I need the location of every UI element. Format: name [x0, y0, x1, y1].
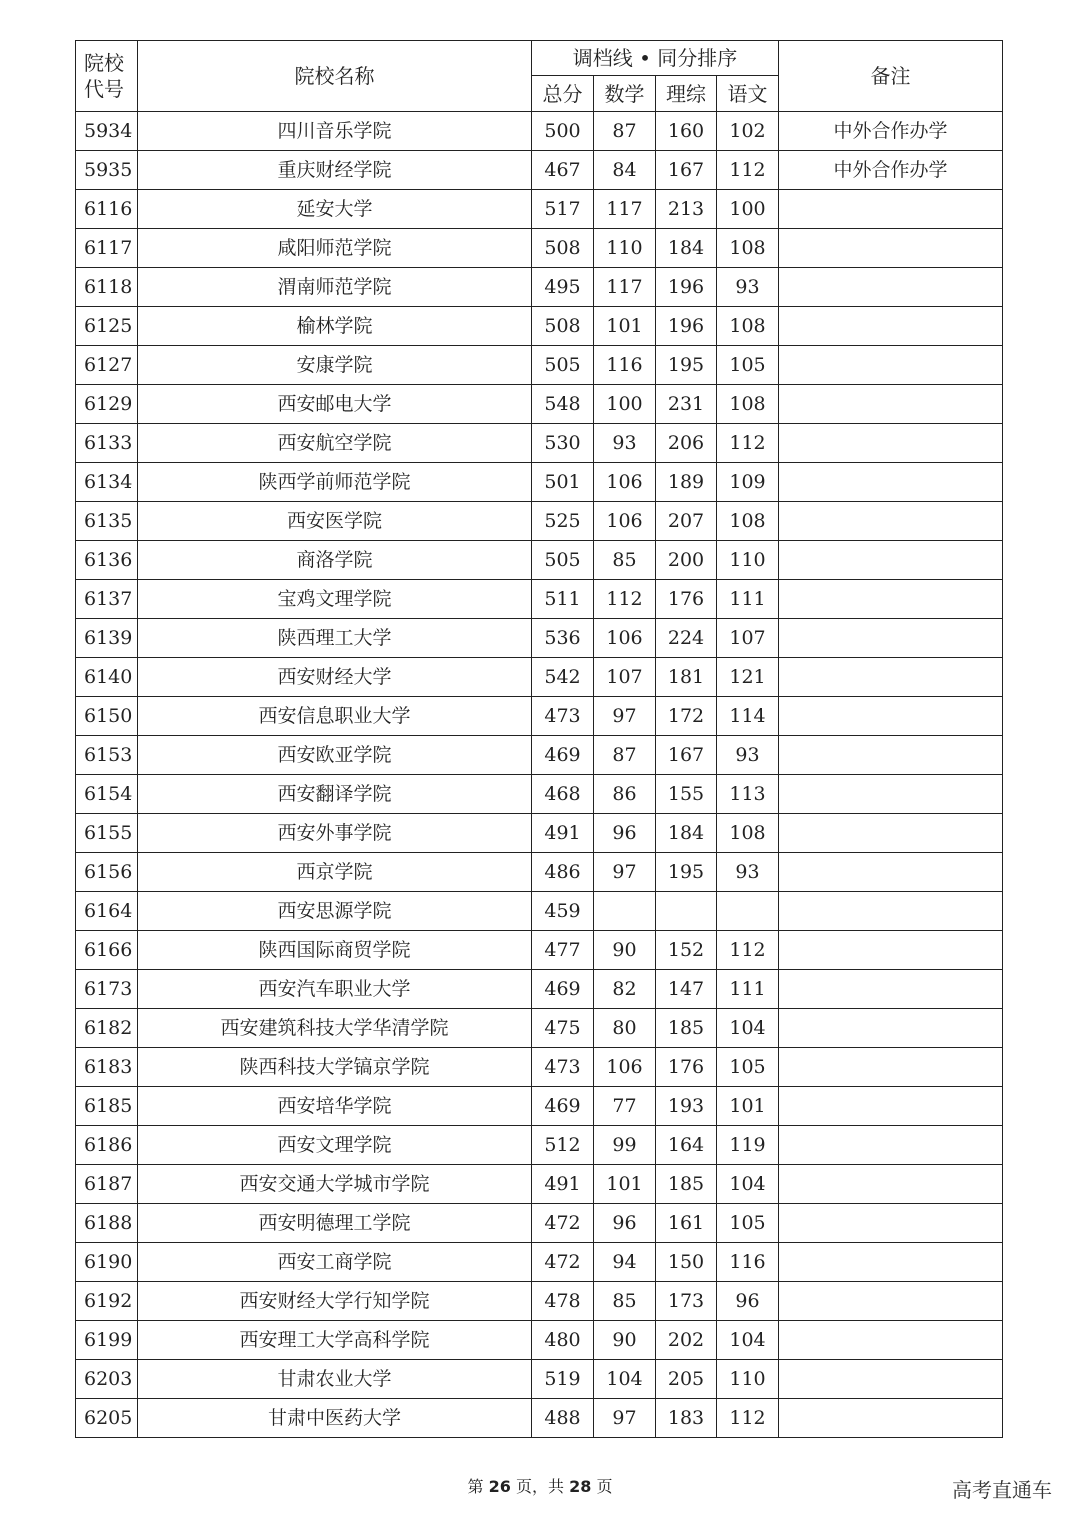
- cell-science: 172: [656, 697, 717, 736]
- cell-chinese: 114: [717, 697, 779, 736]
- cell-chinese: 112: [717, 1399, 779, 1438]
- cell-chinese: 108: [717, 385, 779, 424]
- cell-note: [779, 424, 1003, 463]
- cell-math: 96: [594, 1204, 656, 1243]
- cell-name: 西安财经大学: [138, 658, 532, 697]
- cell-science: [656, 892, 717, 931]
- table-row: [76, 736, 1003, 775]
- cell-name: 西安邮电大学: [138, 385, 532, 424]
- cell-chinese: 105: [717, 1048, 779, 1087]
- cell-name: 西安工商学院: [138, 1243, 532, 1282]
- page-footer: [0, 1474, 1080, 1497]
- cell-math: 96: [594, 814, 656, 853]
- cell-science: 184: [656, 814, 717, 853]
- cell-chinese: 112: [717, 151, 779, 190]
- cell-total: 488: [532, 1399, 594, 1438]
- cell-total: 508: [532, 229, 594, 268]
- cell-chinese: [717, 892, 779, 931]
- cell-code: 6137: [76, 580, 138, 619]
- table-row: [76, 1126, 1003, 1165]
- cell-total: 548: [532, 385, 594, 424]
- cell-chinese: 101: [717, 1087, 779, 1126]
- cell-math: 97: [594, 697, 656, 736]
- cell-name: 西安外事学院: [138, 814, 532, 853]
- cell-code: 6188: [76, 1204, 138, 1243]
- cell-code: 6140: [76, 658, 138, 697]
- cell-total: 505: [532, 346, 594, 385]
- cell-note: [779, 1399, 1003, 1438]
- cell-total: 459: [532, 892, 594, 931]
- cell-chinese: 107: [717, 619, 779, 658]
- cell-note: [779, 658, 1003, 697]
- cell-total: 475: [532, 1009, 594, 1048]
- cell-math: [594, 892, 656, 931]
- footer-prefix: 第: [467, 1477, 489, 1496]
- cell-science: 176: [656, 580, 717, 619]
- cell-science: 202: [656, 1321, 717, 1360]
- cell-note: [779, 1048, 1003, 1087]
- cell-name: 西安财经大学行知学院: [138, 1282, 532, 1321]
- cell-total: 495: [532, 268, 594, 307]
- cell-chinese: 108: [717, 814, 779, 853]
- table-row: [76, 424, 1003, 463]
- cell-note: [779, 1243, 1003, 1282]
- cell-math: 97: [594, 853, 656, 892]
- cell-science: 196: [656, 268, 717, 307]
- table-row: [76, 853, 1003, 892]
- table-row: [76, 307, 1003, 346]
- cell-name: 西安交通大学城市学院: [138, 1165, 532, 1204]
- table-row: [76, 892, 1003, 931]
- cell-chinese: 116: [717, 1243, 779, 1282]
- table-row: [76, 541, 1003, 580]
- cell-total: 486: [532, 853, 594, 892]
- cell-note: [779, 736, 1003, 775]
- cell-note: [779, 1282, 1003, 1321]
- cell-chinese: 104: [717, 1009, 779, 1048]
- cell-science: 160: [656, 112, 717, 151]
- table-row: [76, 1204, 1003, 1243]
- cell-name: 陕西国际商贸学院: [138, 931, 532, 970]
- cell-math: 116: [594, 346, 656, 385]
- cell-code: 6173: [76, 970, 138, 1009]
- cell-math: 106: [594, 502, 656, 541]
- cell-science: 176: [656, 1048, 717, 1087]
- cell-math: 90: [594, 1321, 656, 1360]
- table-row: [76, 814, 1003, 853]
- cell-code: 6118: [76, 268, 138, 307]
- cell-science: 185: [656, 1009, 717, 1048]
- cell-name: 陕西理工大学: [138, 619, 532, 658]
- cell-chinese: 93: [717, 853, 779, 892]
- cell-chinese: 110: [717, 1360, 779, 1399]
- cell-chinese: 112: [717, 424, 779, 463]
- cell-name: 西安理工大学高科学院: [138, 1321, 532, 1360]
- cell-math: 93: [594, 424, 656, 463]
- cell-code: 6150: [76, 697, 138, 736]
- cell-code: 6192: [76, 1282, 138, 1321]
- cell-total: 467: [532, 151, 594, 190]
- cell-code: 6153: [76, 736, 138, 775]
- cell-note: [779, 892, 1003, 931]
- cell-science: 150: [656, 1243, 717, 1282]
- cell-chinese: 104: [717, 1321, 779, 1360]
- cell-total: 468: [532, 775, 594, 814]
- cell-note: [779, 814, 1003, 853]
- cell-chinese: 108: [717, 502, 779, 541]
- header-code: 院校代号: [76, 41, 138, 112]
- cell-total: 542: [532, 658, 594, 697]
- cell-code: 6199: [76, 1321, 138, 1360]
- cell-note: [779, 502, 1003, 541]
- cell-total: 469: [532, 736, 594, 775]
- cell-name: 咸阳师范学院: [138, 229, 532, 268]
- cell-name: 西安信息职业大学: [138, 697, 532, 736]
- cell-math: 106: [594, 1048, 656, 1087]
- cell-code: 6183: [76, 1048, 138, 1087]
- cell-name: 陕西学前师范学院: [138, 463, 532, 502]
- cell-note: [779, 541, 1003, 580]
- cell-code: 6185: [76, 1087, 138, 1126]
- cell-code: 6186: [76, 1126, 138, 1165]
- cell-science: 206: [656, 424, 717, 463]
- page-total: 28: [569, 1477, 592, 1496]
- cell-name: 西安明德理工学院: [138, 1204, 532, 1243]
- cell-note: [779, 775, 1003, 814]
- cell-name: 西安医学院: [138, 502, 532, 541]
- cell-math: 80: [594, 1009, 656, 1048]
- cell-total: 508: [532, 307, 594, 346]
- cell-math: 77: [594, 1087, 656, 1126]
- table-row: [76, 1321, 1003, 1360]
- cell-total: 469: [532, 1087, 594, 1126]
- cell-name: 安康学院: [138, 346, 532, 385]
- cell-name: 西安航空学院: [138, 424, 532, 463]
- table-row: [76, 190, 1003, 229]
- header-name: 院校名称: [138, 41, 532, 112]
- cell-name: 西安思源学院: [138, 892, 532, 931]
- cell-chinese: 111: [717, 580, 779, 619]
- table-row: [76, 463, 1003, 502]
- cell-chinese: 108: [717, 229, 779, 268]
- cell-name: 西安文理学院: [138, 1126, 532, 1165]
- cell-total: 536: [532, 619, 594, 658]
- cell-note: [779, 190, 1003, 229]
- cell-name: 商洛学院: [138, 541, 532, 580]
- cell-total: 517: [532, 190, 594, 229]
- cell-code: 6134: [76, 463, 138, 502]
- cell-code: 6205: [76, 1399, 138, 1438]
- cell-code: 6136: [76, 541, 138, 580]
- cell-math: 82: [594, 970, 656, 1009]
- table-row: [76, 1399, 1003, 1438]
- cell-chinese: 112: [717, 931, 779, 970]
- cell-math: 84: [594, 151, 656, 190]
- cell-math: 104: [594, 1360, 656, 1399]
- cell-chinese: 100: [717, 190, 779, 229]
- cell-chinese: 104: [717, 1165, 779, 1204]
- cell-note: [779, 931, 1003, 970]
- cell-total: 500: [532, 112, 594, 151]
- table-row: [76, 697, 1003, 736]
- cell-chinese: 121: [717, 658, 779, 697]
- table-row: [76, 268, 1003, 307]
- cell-code: 6187: [76, 1165, 138, 1204]
- table-row: [76, 580, 1003, 619]
- cell-name: 西安培华学院: [138, 1087, 532, 1126]
- cell-science: 193: [656, 1087, 717, 1126]
- cell-chinese: 105: [717, 346, 779, 385]
- cell-note: 中外合作办学: [779, 112, 1003, 151]
- cell-science: 189: [656, 463, 717, 502]
- cell-code: 6129: [76, 385, 138, 424]
- header-note: 备注: [779, 41, 1003, 112]
- table-row: [76, 1009, 1003, 1048]
- cell-math: 117: [594, 190, 656, 229]
- cell-note: [779, 853, 1003, 892]
- cell-science: 181: [656, 658, 717, 697]
- table-row: [76, 619, 1003, 658]
- cell-science: 205: [656, 1360, 717, 1399]
- table-row: [76, 1282, 1003, 1321]
- cell-name: 甘肃中医药大学: [138, 1399, 532, 1438]
- cell-code: 6116: [76, 190, 138, 229]
- cell-science: 195: [656, 853, 717, 892]
- cell-total: 469: [532, 970, 594, 1009]
- cell-science: 183: [656, 1399, 717, 1438]
- header-total: 总分: [532, 76, 594, 112]
- cell-science: 185: [656, 1165, 717, 1204]
- cell-total: 512: [532, 1126, 594, 1165]
- cell-note: [779, 229, 1003, 268]
- cell-science: 167: [656, 151, 717, 190]
- cell-name: 甘肃农业大学: [138, 1360, 532, 1399]
- cell-code: 6117: [76, 229, 138, 268]
- cell-chinese: 96: [717, 1282, 779, 1321]
- cell-name: 西京学院: [138, 853, 532, 892]
- cell-total: 472: [532, 1243, 594, 1282]
- cell-total: 491: [532, 814, 594, 853]
- table-row: [76, 1048, 1003, 1087]
- table-row: [76, 112, 1003, 151]
- cell-science: 231: [656, 385, 717, 424]
- cell-code: 6125: [76, 307, 138, 346]
- cell-note: [779, 619, 1003, 658]
- cell-science: 155: [656, 775, 717, 814]
- cell-math: 90: [594, 931, 656, 970]
- cell-math: 87: [594, 112, 656, 151]
- cell-name: 陕西科技大学镐京学院: [138, 1048, 532, 1087]
- cell-note: [779, 307, 1003, 346]
- header-chinese: 语文: [717, 76, 779, 112]
- cell-chinese: 102: [717, 112, 779, 151]
- cell-code: 6164: [76, 892, 138, 931]
- cell-math: 101: [594, 1165, 656, 1204]
- cell-science: 224: [656, 619, 717, 658]
- cell-note: [779, 346, 1003, 385]
- cell-note: [779, 580, 1003, 619]
- cell-science: 196: [656, 307, 717, 346]
- cell-code: 6154: [76, 775, 138, 814]
- cell-total: 473: [532, 697, 594, 736]
- table-row: [76, 775, 1003, 814]
- cell-science: 195: [656, 346, 717, 385]
- cell-science: 167: [656, 736, 717, 775]
- cell-note: 中外合作办学: [779, 151, 1003, 190]
- cell-total: 473: [532, 1048, 594, 1087]
- cell-chinese: 105: [717, 1204, 779, 1243]
- table-row: [76, 151, 1003, 190]
- cell-note: [779, 1360, 1003, 1399]
- cell-code: 6139: [76, 619, 138, 658]
- cell-code: 6203: [76, 1360, 138, 1399]
- cell-total: 491: [532, 1165, 594, 1204]
- cell-total: 511: [532, 580, 594, 619]
- table-row: [76, 1360, 1003, 1399]
- cell-science: 152: [656, 931, 717, 970]
- cell-name: 榆林学院: [138, 307, 532, 346]
- cell-note: [779, 697, 1003, 736]
- cell-total: 480: [532, 1321, 594, 1360]
- cell-chinese: 93: [717, 268, 779, 307]
- cell-code: 6190: [76, 1243, 138, 1282]
- cell-name: 西安建筑科技大学华清学院: [138, 1009, 532, 1048]
- cell-total: 519: [532, 1360, 594, 1399]
- cell-total: 530: [532, 424, 594, 463]
- cell-science: 184: [656, 229, 717, 268]
- cell-math: 106: [594, 463, 656, 502]
- cell-chinese: 111: [717, 970, 779, 1009]
- cell-note: [779, 970, 1003, 1009]
- table-row: [76, 970, 1003, 1009]
- cell-name: 西安翻译学院: [138, 775, 532, 814]
- table-row: [76, 1165, 1003, 1204]
- cell-total: 505: [532, 541, 594, 580]
- cell-note: [779, 463, 1003, 502]
- admission-score-table: [75, 40, 1003, 1438]
- cell-name: 渭南师范学院: [138, 268, 532, 307]
- cell-chinese: 110: [717, 541, 779, 580]
- table-row: [76, 385, 1003, 424]
- header-math: 数学: [594, 76, 656, 112]
- table-row: [76, 502, 1003, 541]
- cell-code: 6127: [76, 346, 138, 385]
- table-row: [76, 346, 1003, 385]
- footer-mid: 页，共: [510, 1477, 570, 1496]
- header-science: 理综: [656, 76, 717, 112]
- cell-math: 110: [594, 229, 656, 268]
- cell-code: 6182: [76, 1009, 138, 1048]
- cell-code: 6135: [76, 502, 138, 541]
- cell-total: 477: [532, 931, 594, 970]
- cell-note: [779, 1087, 1003, 1126]
- cell-chinese: 108: [717, 307, 779, 346]
- cell-code: 6156: [76, 853, 138, 892]
- cell-math: 106: [594, 619, 656, 658]
- cell-note: [779, 1321, 1003, 1360]
- cell-math: 85: [594, 541, 656, 580]
- brand-watermark: 高考直通车: [952, 1478, 1052, 1502]
- cell-science: 200: [656, 541, 717, 580]
- cell-code: 6166: [76, 931, 138, 970]
- footer-suffix: 页: [591, 1477, 613, 1496]
- cell-chinese: 119: [717, 1126, 779, 1165]
- cell-chinese: 109: [717, 463, 779, 502]
- cell-chinese: 93: [717, 736, 779, 775]
- cell-name: 西安欧亚学院: [138, 736, 532, 775]
- cell-math: 117: [594, 268, 656, 307]
- cell-math: 85: [594, 1282, 656, 1321]
- cell-total: 478: [532, 1282, 594, 1321]
- cell-science: 161: [656, 1204, 717, 1243]
- cell-note: [779, 268, 1003, 307]
- cell-science: 173: [656, 1282, 717, 1321]
- page-number: 26: [488, 1477, 511, 1496]
- cell-total: 472: [532, 1204, 594, 1243]
- cell-math: 94: [594, 1243, 656, 1282]
- cell-code: 6133: [76, 424, 138, 463]
- cell-note: [779, 1204, 1003, 1243]
- cell-note: [779, 385, 1003, 424]
- cell-name: 西安汽车职业大学: [138, 970, 532, 1009]
- cell-science: 147: [656, 970, 717, 1009]
- cell-math: 107: [594, 658, 656, 697]
- header-group: 调档线 • 同分排序: [532, 41, 779, 76]
- table-row: [76, 931, 1003, 970]
- cell-math: 99: [594, 1126, 656, 1165]
- table-row: [76, 229, 1003, 268]
- table-row: [76, 658, 1003, 697]
- cell-science: 213: [656, 190, 717, 229]
- cell-code: 5935: [76, 151, 138, 190]
- cell-note: [779, 1165, 1003, 1204]
- cell-math: 112: [594, 580, 656, 619]
- cell-name: 四川音乐学院: [138, 112, 532, 151]
- cell-note: [779, 1009, 1003, 1048]
- cell-code: 6155: [76, 814, 138, 853]
- cell-note: [779, 1126, 1003, 1165]
- cell-math: 100: [594, 385, 656, 424]
- table-row: [76, 1243, 1003, 1282]
- cell-math: 101: [594, 307, 656, 346]
- cell-total: 501: [532, 463, 594, 502]
- cell-code: 5934: [76, 112, 138, 151]
- cell-math: 97: [594, 1399, 656, 1438]
- cell-science: 164: [656, 1126, 717, 1165]
- cell-name: 延安大学: [138, 190, 532, 229]
- table-body: [76, 112, 1003, 1438]
- cell-science: 207: [656, 502, 717, 541]
- cell-name: 宝鸡文理学院: [138, 580, 532, 619]
- cell-math: 86: [594, 775, 656, 814]
- cell-math: 87: [594, 736, 656, 775]
- cell-chinese: 113: [717, 775, 779, 814]
- cell-name: 重庆财经学院: [138, 151, 532, 190]
- table-row: [76, 1087, 1003, 1126]
- cell-total: 525: [532, 502, 594, 541]
